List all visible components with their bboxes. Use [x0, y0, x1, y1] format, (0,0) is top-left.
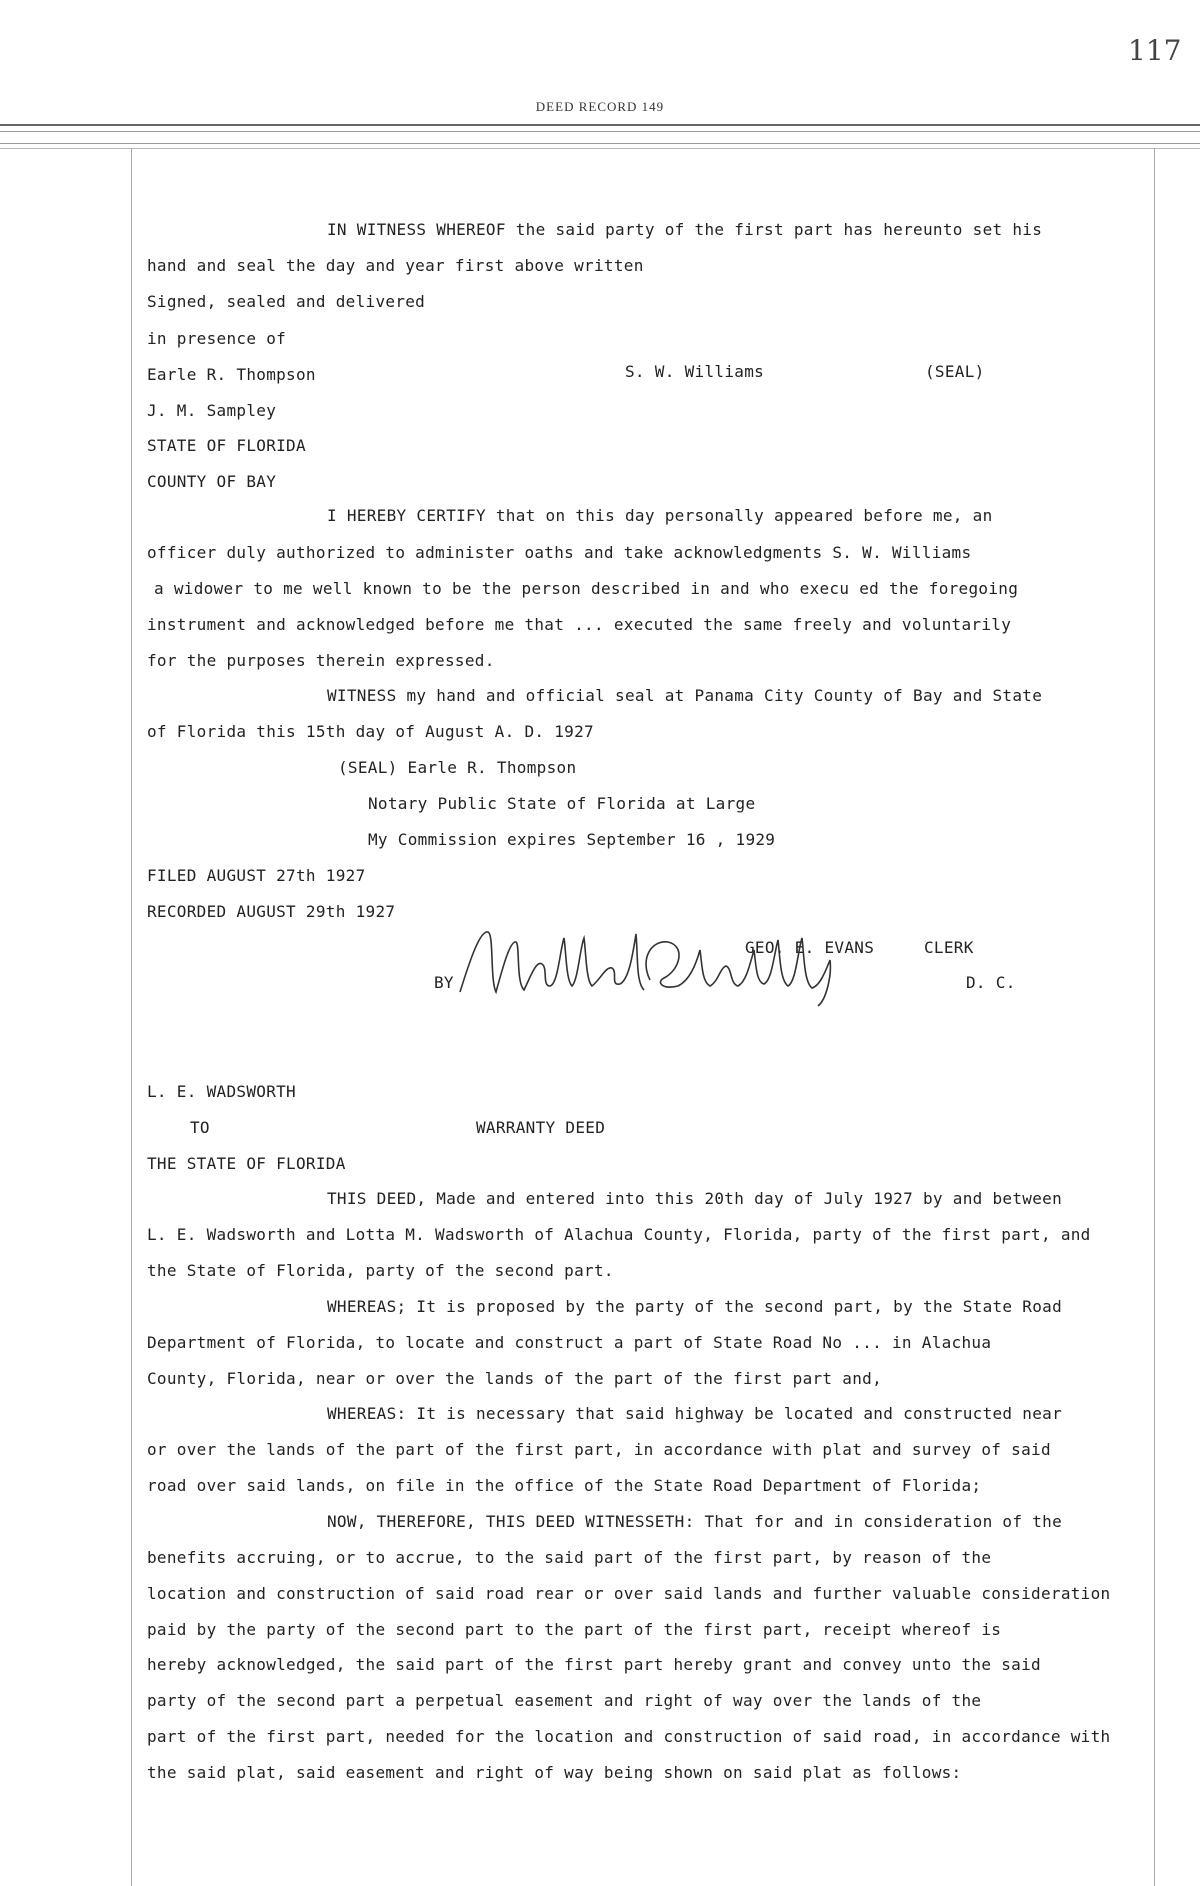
state-line: STATE OF FLORIDA [147, 436, 306, 455]
notary-witness-line-1: WITNESS my hand and official seal at Panama City County of Bay and State [327, 686, 1043, 705]
deed-line-3: the State of Florida, party of the second part. [147, 1261, 614, 1280]
notary-witness-line-2: of Florida this 15th day of August A. D. 1927 [147, 722, 594, 741]
grantee-heading: THE STATE OF FLORIDA [147, 1154, 346, 1173]
clerk-title: CLERK [924, 938, 974, 957]
left-margin-line [131, 148, 132, 1886]
notary-seal-name: (SEAL) Earle R. Thompson [338, 758, 577, 777]
right-margin-line [1154, 148, 1155, 1886]
witness-name-1: Earle R. Thompson [147, 365, 316, 384]
witness-name-2: J. M. Sampley [147, 401, 277, 420]
deed-line-7: WHEREAS: It is necessary that said highway be located and constructed near [327, 1404, 1063, 1423]
by-label: BY [434, 973, 454, 992]
certify-line-3: a widower to me well known to be the person described in and who execu ed the foregoing [154, 579, 1019, 598]
deed-line-5: Department of Florida, to locate and construct a part of State Road No ... in Alachua [147, 1333, 992, 1352]
notary-commission: My Commission expires September 16 , 1929 [368, 830, 776, 849]
page-number: 117 [1128, 34, 1182, 67]
deed-line-10: NOW, THEREFORE, THIS DEED WITNESSETH: That for and in consideration of the [327, 1512, 1063, 1531]
deed-line-6: County, Florida, near or over the lands of the part of the first part and, [147, 1369, 883, 1388]
deed-line-4: WHEREAS; It is proposed by the party of the second part, by the State Road [327, 1297, 1063, 1316]
witness-clause-line-2: hand and seal the day and year first above written [147, 256, 644, 275]
witness-clause-line-1: IN WITNESS WHEREOF the said party of the first part has hereunto set his [327, 220, 1043, 239]
grantor-heading: L. E. WADSWORTH [147, 1082, 296, 1101]
county-line: COUNTY OF BAY [147, 472, 277, 491]
certify-line-1: I HEREBY CERTIFY that on this day personally appeared before me, an [327, 506, 993, 525]
deed-line-8: or over the lands of the part of the first part, in accordance with plat and survey of said [147, 1440, 1051, 1459]
grantor-name: S. W. Williams [625, 362, 765, 381]
seal-mark: (SEAL) [925, 362, 985, 381]
certify-line-4: instrument and acknowledged before me that ... executed the same freely and voluntarily [147, 615, 1012, 634]
header-rule-tertiary [0, 143, 1200, 144]
recorded-date: RECORDED AUGUST 29th 1927 [147, 902, 396, 921]
record-title: DEED RECORD 149 [535, 99, 665, 114]
deed-line-15: party of the second part a perpetual easement and right of way over the lands of the [147, 1691, 982, 1710]
header-rule-secondary [0, 131, 1200, 132]
deed-line-17: the said plat, said easement and right of way being shown on said plat as follows: [147, 1763, 962, 1782]
header-rule [0, 124, 1200, 126]
deed-line-13: paid by the party of the second part to the part of the first part, receipt whereof is [147, 1620, 1002, 1639]
deputy-clerk-label: D. C. [966, 973, 1016, 992]
header-rule-bottom [0, 148, 1200, 149]
filed-date: FILED AUGUST 27th 1927 [147, 866, 366, 885]
certify-line-2: officer duly authorized to administer oaths and take acknowledgments S. W. Williams [147, 543, 972, 562]
deed-line-16: part of the first part, needed for the location and construction of said road, in accordance with [147, 1727, 1111, 1746]
deed-line-12: location and construction of said road rear or over said lands and further valuable consideration [147, 1584, 1111, 1603]
deed-line-9: road over said lands, on file in the office of the State Road Department of Florida; [147, 1476, 982, 1495]
to-label: TO [190, 1118, 210, 1137]
clerk-name: GEO. E. EVANS [745, 938, 875, 957]
presence-line: in presence of [147, 329, 287, 348]
deed-line-1: THIS DEED, Made and entered into this 20th day of July 1927 by and between [327, 1189, 1063, 1208]
deed-line-11: benefits accruing, or to accrue, to the said part of the first part, by reason of the [147, 1548, 992, 1567]
notary-title: Notary Public State of Florida at Large [368, 794, 756, 813]
document-type: WARRANTY DEED [476, 1118, 606, 1137]
deputy-clerk-signature [450, 920, 870, 1010]
deed-line-14: hereby acknowledged, the said part of the first part hereby grant and convey unto the said [147, 1655, 1041, 1674]
signed-sealed-line: Signed, sealed and delivered [147, 292, 426, 311]
deed-line-2: L. E. Wadsworth and Lotta M. Wadsworth of Alachua County, Florida, party of the first part, and [147, 1225, 1091, 1244]
certify-line-5: for the purposes therein expressed. [147, 651, 495, 670]
